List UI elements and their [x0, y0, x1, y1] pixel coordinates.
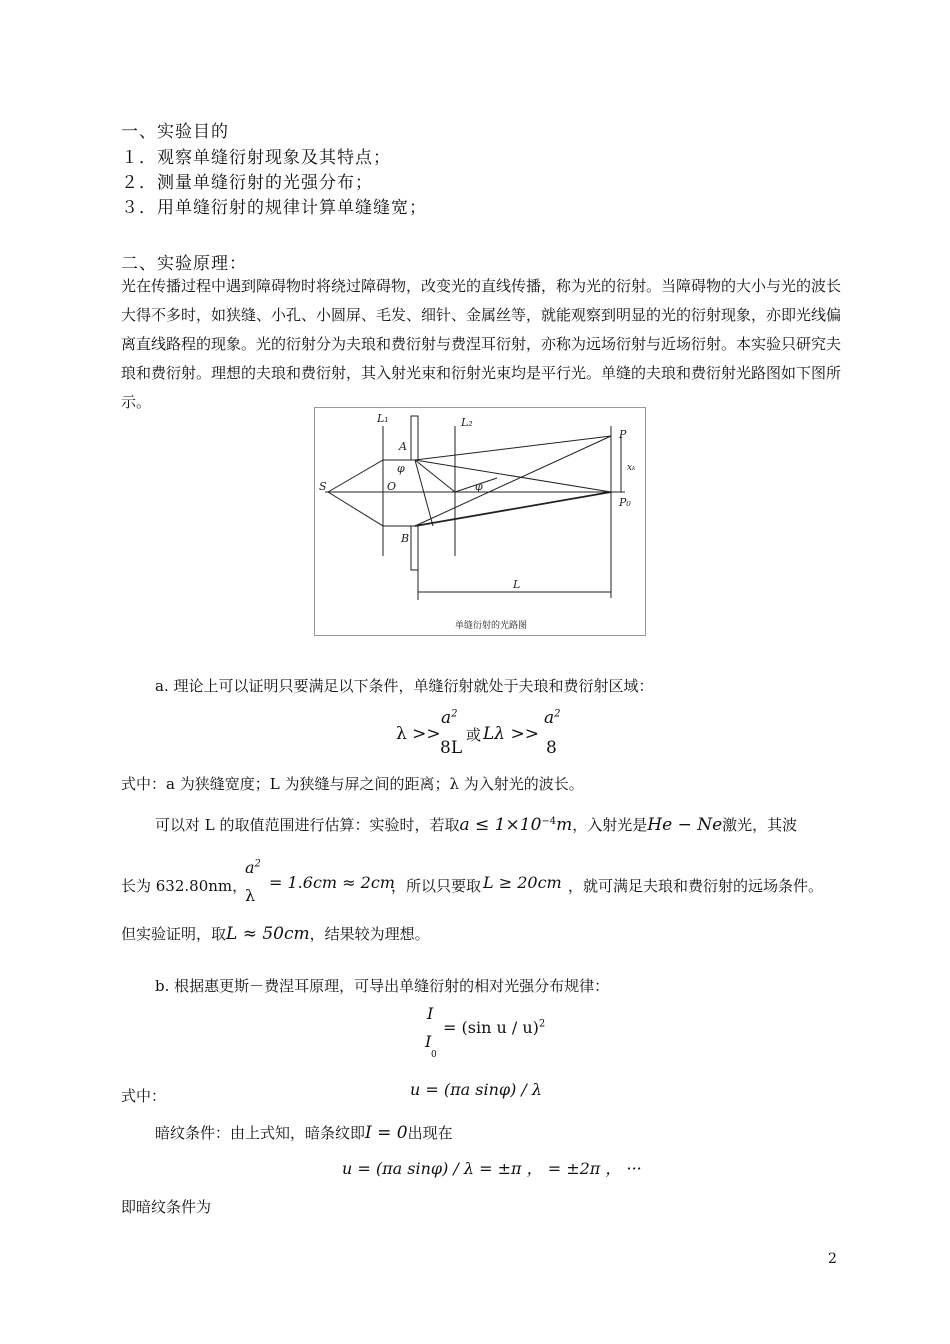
objective-item-1: １．观察单缝衍射现象及其特点；	[121, 148, 391, 168]
diffraction-diagram	[314, 407, 646, 636]
part-a-where: 式中：a 为狭缝宽度；L 为狭缝与屏之间的距离；λ 为入射光的波长。	[121, 775, 584, 793]
page-number: 2	[828, 1251, 837, 1267]
optical-path-svg	[315, 408, 645, 635]
estimate-line: 可以对 L 的取值范围进行估算：实验时，若取$a \le 1\times 10^{-4}m$，入射光是He − Ne激光，其波	[155, 815, 798, 835]
label-O: O	[387, 480, 397, 493]
label-A: A	[399, 440, 407, 453]
u-definition: u = (πa sinφ) / λ	[410, 1080, 543, 1099]
label-P: P	[619, 428, 627, 441]
slit-blade-top	[411, 416, 418, 460]
label-S: S	[319, 480, 327, 493]
slit-blade-bottom	[411, 526, 418, 570]
label-phi-2: φ	[475, 480, 483, 493]
label-P0: P₀	[619, 496, 631, 509]
label-L2: L₂	[461, 416, 473, 429]
part-b-text: b. 根据惠更斯－费涅耳原理，可导出单缝衍射的相对光强分布规律：	[155, 977, 610, 995]
label-B: B	[401, 532, 410, 545]
dark-formula: u = (πa sinφ) / λ = ±π ， = ±2π ， ···	[342, 1159, 642, 1178]
label-L1: L₁	[377, 412, 389, 425]
far-field-condition: λ >> $a^2$ 8L 或 Lλ >> $a^2$ 8	[396, 708, 561, 758]
conclusion-line: 但实验证明，取L ≈ 50cm，结果较为理想。	[121, 924, 430, 944]
objective-item-2: ２．测量单缝衍射的光强分布；	[121, 173, 373, 193]
section1-title: 一、实验目的	[121, 122, 229, 142]
part-a-text: a. 理论上可以证明只要满足以下条件，单缝衍射就处于夫琅和费衍射区域：	[155, 677, 654, 695]
section2-title: 二、实验原理：	[121, 254, 247, 274]
dark-condition-line: 暗纹条件：由上式知，暗条纹即I = 0出现在	[155, 1123, 453, 1143]
u-where-label: 式中：	[121, 1087, 167, 1105]
principle-paragraph: 光在传播过程中遇到障碍物时将绕过障碍物，改变光的直线传播，称为光的衍射。当障碍物的大小与光的波长大得不多时，如狭缝、小孔、小圆屏、毛发、细针、金属丝等，就能观察到明显的光的衍射现象，亦即光线偏离直线路程的现象。光的衍射分为夫琅和费衍射与费涅耳衍射，亦称为远场衍射与近场衍射。本实验只研究夫琅和费衍射。理想的夫琅和费衍射，其入射光束和衍射光束均是平行光。单缝的夫琅和费衍射光路图如下图所示。	[121, 277, 842, 411]
wavelength-line: 长为 632.80nm， $a^2$ λ = 1.6cm ≈ 2cm ，所以只要取 L ≥ 20cm ，就可满足夫琅和费衍射的远场条件。	[121, 858, 824, 905]
figure-caption: 单缝衍射的光路图	[455, 621, 528, 631]
objective-item-3: ３．用单缝衍射的规律计算单缝缝宽；	[121, 198, 427, 218]
dark-condition-final: 即暗纹条件为	[121, 1198, 212, 1216]
label-phi-1: φ	[397, 462, 405, 475]
label-L: L	[513, 578, 521, 591]
label-xk: xₖ	[627, 463, 636, 473]
intensity-formula: I I 0 = (sin u / u)$^2$	[425, 1004, 546, 1060]
